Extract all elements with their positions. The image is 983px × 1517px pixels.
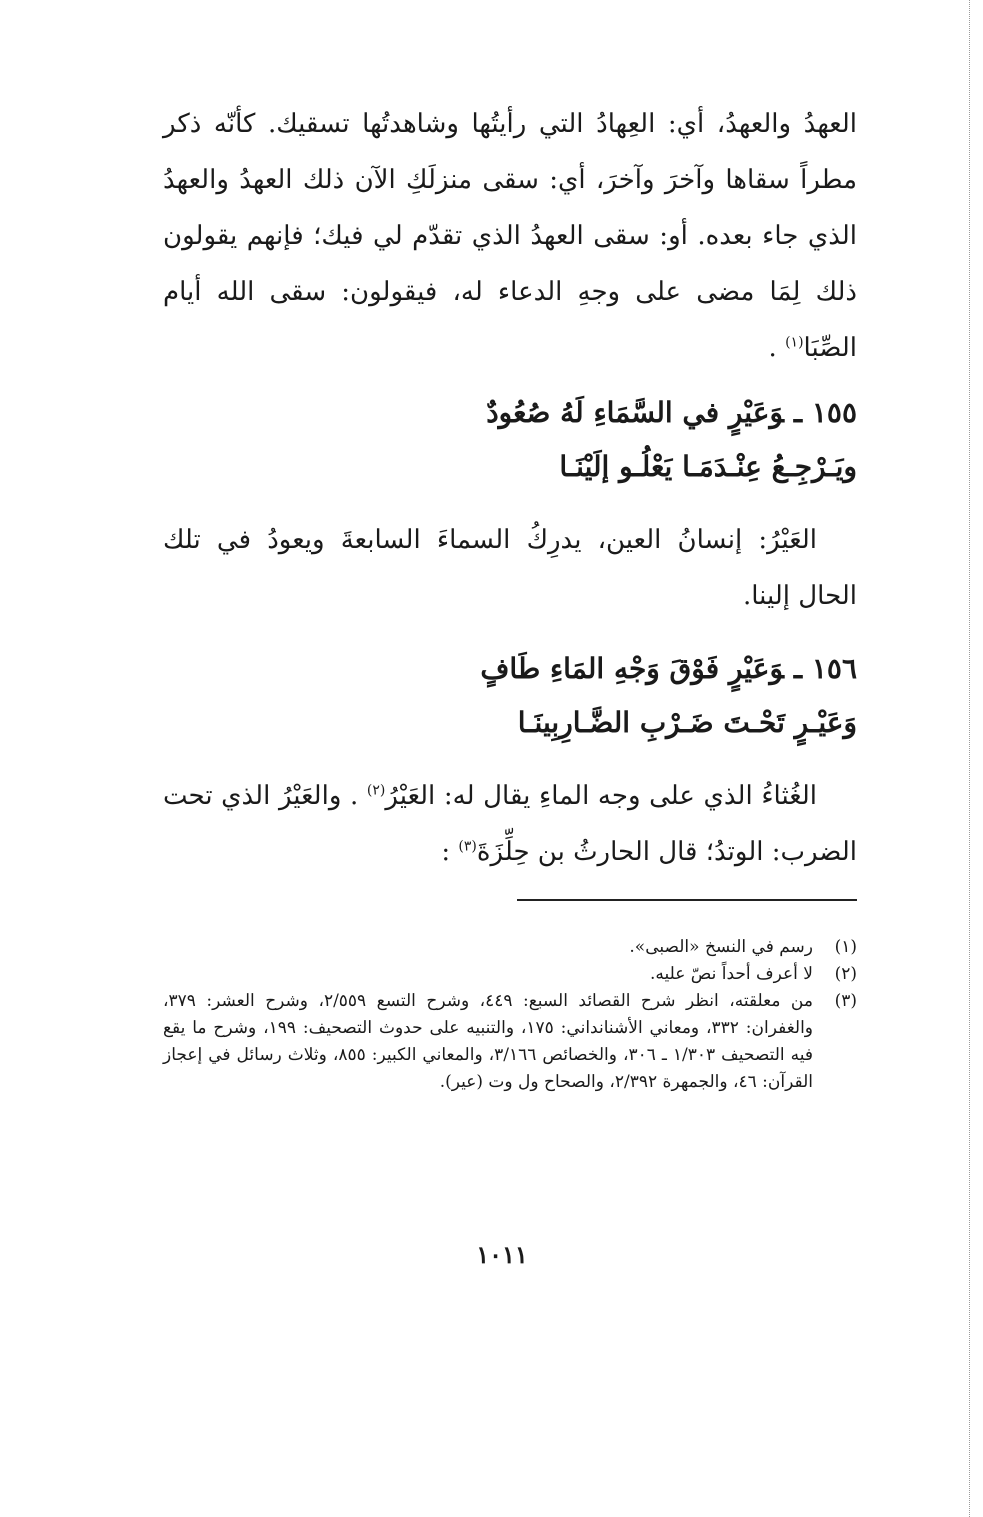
- verse-155-number: ١٥٥ ـ: [793, 396, 857, 429]
- paragraph-3: [163, 768, 857, 880]
- footnote-2-mark: (٢): [834, 964, 857, 984]
- footnotes: [163, 934, 857, 1096]
- footnote-ref-1: (١): [785, 334, 804, 351]
- footnote-3-mark: (٣): [834, 991, 857, 1011]
- verse-155: [163, 386, 857, 494]
- footnote-1: [163, 934, 857, 961]
- footnote-ref-2: (٢): [366, 782, 386, 799]
- footnote-1-text: رسم في النسخ «الصبى».: [629, 937, 813, 957]
- paragraph-1-end: .: [768, 333, 786, 363]
- footnote-ref-3: (٣): [458, 838, 477, 855]
- verse-156-number: ١٥٦ ـ: [793, 652, 857, 685]
- footnote-1-mark: (١): [834, 937, 857, 957]
- footnote-3: [163, 988, 857, 1096]
- page-edge-line: [969, 0, 971, 1517]
- verse-156: [163, 642, 857, 750]
- paragraph-3-text-a: الغُثاءُ الذي على وجه الماءِ يقال له: العَيْرُ: [385, 781, 817, 811]
- paragraph-3-text-b: . والعَيْرُ الذي تحت الضرب: الوتدُ؛ قال الحارثُ بن حِلِّزَةَ: [163, 781, 857, 867]
- page-body: [163, 96, 857, 880]
- verse-155-line-1: وَعَيْرٍ في السَّمَاءِ لَهُ صُعُودٌ: [486, 396, 784, 429]
- paragraph-1-text: العهدُ والعهدُ، أي: العِهادُ التي رأيتُها وشاهدتُها تسقيك. كأنّه ذكر مطراً سقاها وآخرَ وآخرَ، أي: سقى منزلَكِ الآن ذلك العهدُ والعهدُ الذي جاء بعده. أو: سقى العهدُ الذي تقدّم لي فيك؛ فإنهم يقولون ذلك لِمَا مضى على وجهِ الدعاء له، فيقولون: سقى الله أيام الصِّبَا: [163, 109, 857, 363]
- footnote-3-text: من معلقته، انظر شرح القصائد السبع: ٤٤٩، وشرح التسع ٢/٥٥٩، وشرح العشر: ٣٧٩، والغفران: ٣٣٢، ومعاني الأشنانداني: ١٧٥، والتنبيه على حدوث التصحيف: ١٩٩، وشرح ما يقع فيه التصحيف ١/٣٠٣ ـ ٣٠٦، والخصائص ٣/١٦٦، والمعاني الكبير: ٨٥٥، وثلاث رسائل في إعجاز القرآن: ٤٦، والجمهرة ٢/٣٩٢، والصحاح ول وت (عير).: [163, 991, 814, 1092]
- page-number: ١٠١١: [476, 1240, 528, 1269]
- paragraph-3-text-c: :: [441, 837, 459, 867]
- footnote-separator: [517, 899, 857, 901]
- paragraph-1: [163, 96, 857, 376]
- verse-156-line-2: وَعَيْـرٍ تَحْـتَ ضَـرْبِ الضَّـارِبِينَـا: [517, 706, 857, 739]
- paragraph-2: العَيْرُ: إنسانُ العين، يدرِكُ السماءَ السابعةَ ويعودُ في تلك الحال إلينا.: [163, 525, 857, 611]
- footnote-2: [163, 961, 857, 988]
- footnote-2-text: لا أعرف أحداً نصّ عليه.: [649, 964, 813, 984]
- verse-155-line-2: ويَـرْجِـعُ عِنْـدَمَـا يَعْلُـو إلَيْنَـا: [559, 450, 857, 483]
- verse-156-line-1: وَعَيْرٍ فَوْقَ وَجْهِ المَاءِ طَافٍ: [480, 652, 784, 685]
